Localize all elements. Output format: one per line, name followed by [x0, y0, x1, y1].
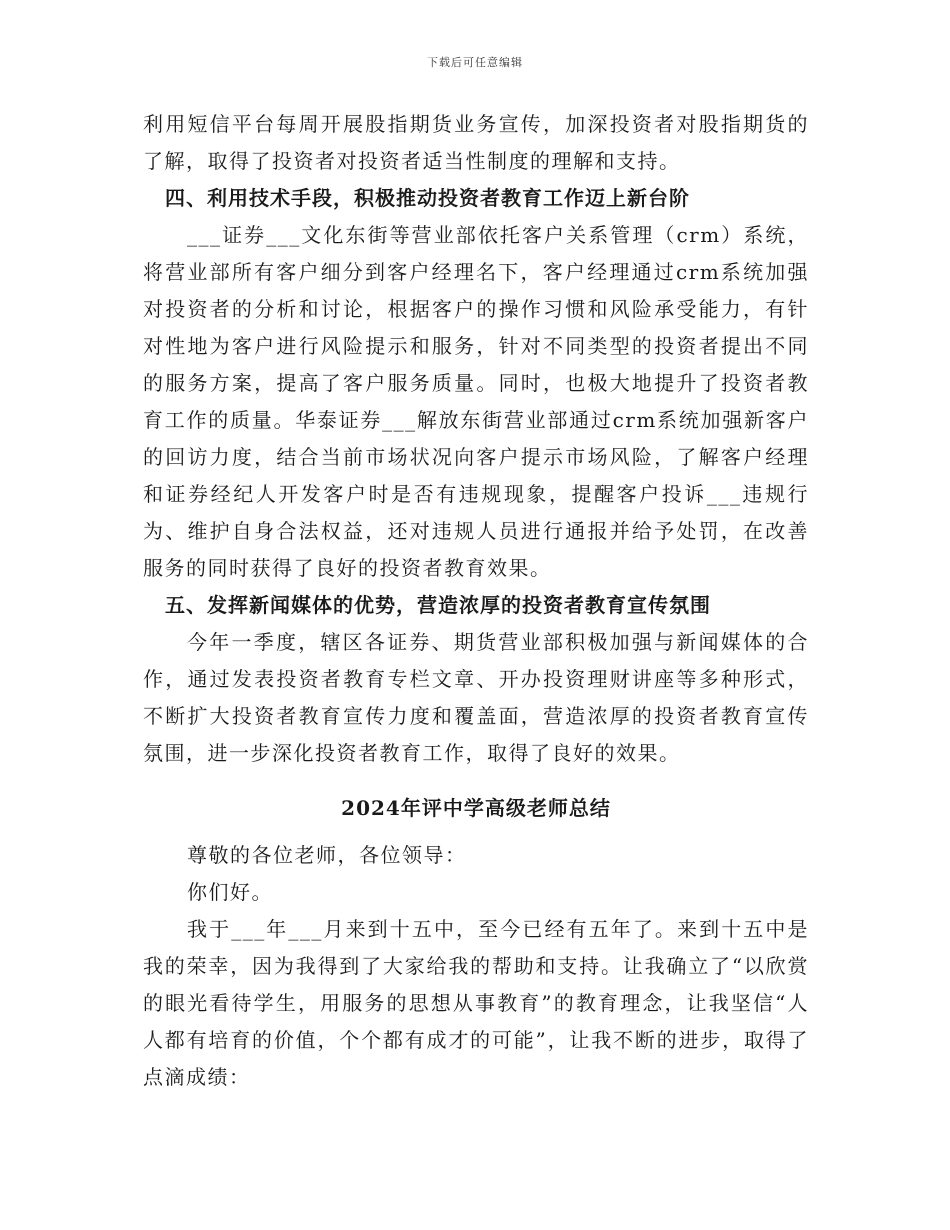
document-body [143, 106, 809, 1096]
page-header-note: 下载后可任意编辑 [427, 56, 523, 69]
section-heading: 五、发挥新闻媒体的优势，营造浓厚的投资者教育宣传氛围 [165, 593, 711, 617]
body-paragraph: 今年一季度，辖区各证券、期货营业部积极加强与新闻媒体的合作，通过发表投资者教育专栏文章、开办投资理财讲座等多种形式，不断扩大投资者教育宣传力度和覆盖面，营造浓厚的投资者教育宣传氛围，进一步深化投资者教育工作，取得了良好的效果。 [143, 630, 809, 765]
section-heading: 四、利用技术手段，积极推动投资者教育工作迈上新台阶 [165, 186, 690, 210]
body-paragraph: 利用短信平台每周开展股指期货业务宣传，加深投资者对股指期货的了解，取得了投资者对投资者适当性制度的理解和支持。 [143, 112, 809, 173]
body-paragraph: 我于___年___月来到十五中，至今已经有五年了。来到十五中是我的荣幸，因为我得到了大家给我的帮助和支持。让我确立了“以欣赏的眼光看待学生，用服务的思想从事教育”的教育理念，让我坚信“人人都有培育的价值，个个都有成才的可能”，让我不断的进步，取得了点滴成绩： [143, 917, 809, 1089]
greeting: 你们好。 [187, 880, 273, 904]
salutation: 尊敬的各位老师，各位领导： [187, 843, 467, 867]
document-title: 2024年评中学高级老师总结 [341, 796, 611, 820]
body-paragraph: ___证券___文化东街等营业部依托客户关系管理（crm）系统，将营业部所有客户细分到客户经理名下，客户经理通过crm系统加强对投资者的分析和讨论，根据客户的操作习惯和风险承受能力，有针对性地为客户进行风险提示和服务，针对不同类型的投资者提出不同的服务方案，提高了客户服务质量。同时，也极大地提升了投资者教育工作的质量。华泰证券___解放东街营业部通过crm系统加强新客户的回访力度，结合当前市场状况向客户提示市场风险，了解客户经理和证券经纪人开发客户时是否有违规现象，提醒客户投诉___违规行为、维护自身合法权益，还对违规人员进行通报并给予处罚，在改善服务的同时获得了良好的投资者教育效果。 [143, 223, 809, 580]
